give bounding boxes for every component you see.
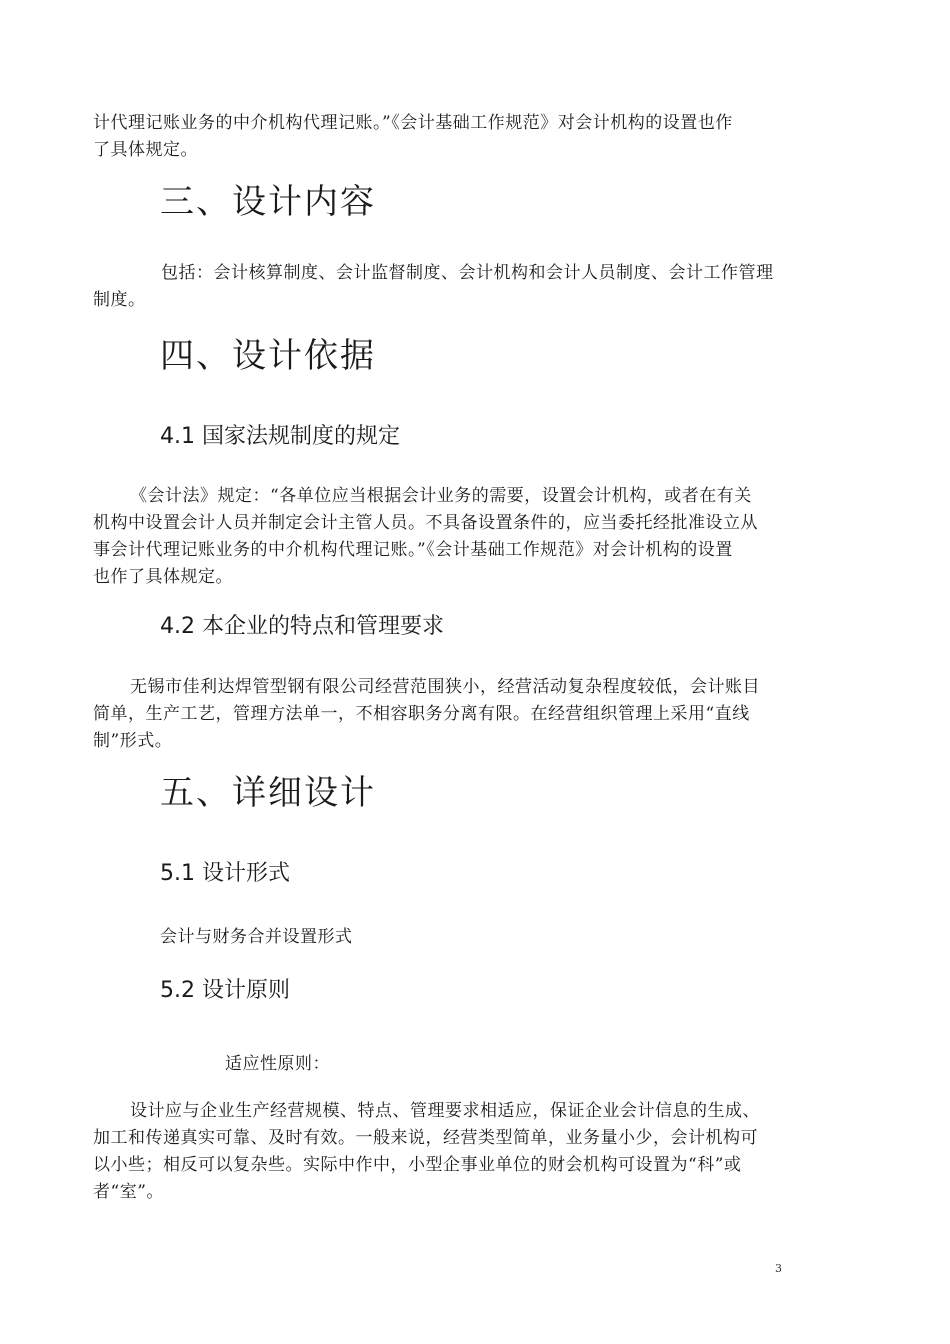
subsection-heading-4-2: 4.2 本企业的特点和管理要求 [160,614,444,639]
design-content-paragraph [93,260,774,314]
paragraph-line: 事会计代理记账业务的中介机构代理记账。”《会计基础工作规范》对会计机构的设置 [93,540,733,560]
paragraph-line: 也作了具体规定。 [93,567,233,587]
subsection-heading-5-1: 5.1 设计形式 [160,861,290,886]
paragraph-line: 加工和传递真实可靠、及时有效。一般来说，经营类型简单，业务量小少，会计机构可 [93,1128,758,1148]
subsection-heading-5-2: 5.2 设计原则 [160,978,290,1003]
paragraph-line: 机构中设置会计人员并制定会计主管人员。不具备设置条件的，应当委托经批准设立从 [93,513,758,533]
paragraph-line: 简单，生产工艺，管理方法单一，不相容职务分离有限。在经营组织管理上采用“直线 [93,704,750,724]
paragraph-line: 制度。 [93,290,146,310]
paragraph-line: 计代理记账业务的中介机构代理记账。”《会计基础工作规范》对会计机构的设置也作 [93,113,733,133]
paragraph-line: 者“室”。 [93,1182,164,1202]
design-form-text: 会计与财务合并设置形式 [160,927,353,947]
design-principle-paragraph [93,1098,760,1206]
page-number: 3 [775,1262,782,1275]
intro-paragraph [93,110,733,164]
section-heading-design-content: 三、设计内容 [160,182,376,222]
paragraph-line: 制”形式。 [93,731,173,751]
paragraph-line: 《会计法》规定：“各单位应当根据会计业务的需要，设置会计机构，或者在有关 [130,486,752,506]
national-regulations-paragraph [93,483,758,591]
paragraph-line: 以小些；相反可以复杂些。实际中作中，小型企事业单位的财会机构可设置为“科”或 [93,1155,742,1175]
subsection-heading-4-1: 4.1 国家法规制度的规定 [160,424,400,449]
company-characteristics-paragraph [93,674,760,755]
section-heading-detailed-design: 五、详细设计 [160,773,376,813]
paragraph-line: 了具体规定。 [93,140,198,160]
paragraph-line: 设计应与企业生产经营规模、特点、管理要求相适应，保证企业会计信息的生成、 [130,1101,760,1121]
section-heading-design-basis: 四、设计依据 [160,336,376,376]
adaptability-principle-label: 适应性原则： [225,1054,330,1074]
paragraph-line: 无锡市佳利达焊管型钢有限公司经营范围狭小，经营活动复杂程度较低，会计账目 [130,677,760,697]
paragraph-line: 包括：会计核算制度、会计监督制度、会计机构和会计人员制度、会计工作管理 [161,263,774,283]
